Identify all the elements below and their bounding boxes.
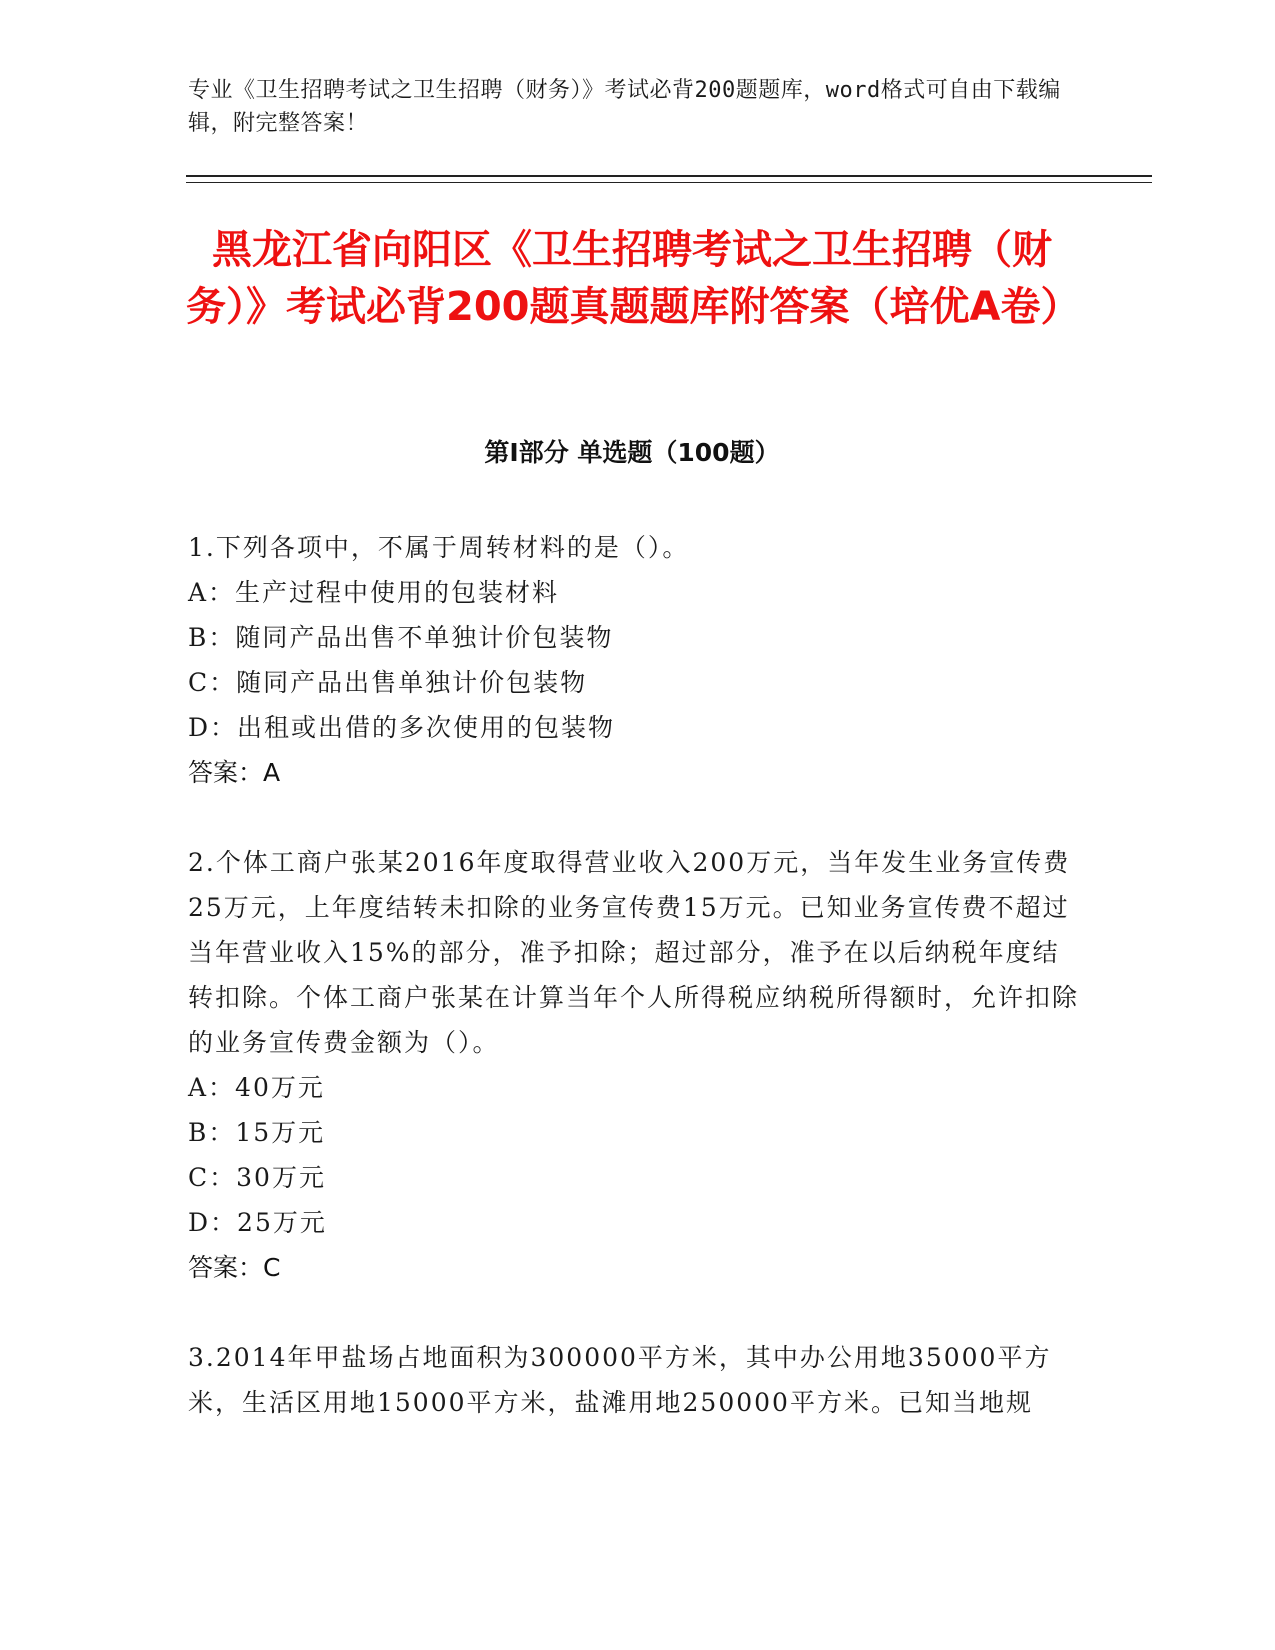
answer: 答案：C [188, 1253, 281, 1282]
section-title: 第Ⅰ部分 单选题（100题） [484, 438, 780, 467]
answer: 答案：A [188, 758, 281, 787]
question-text: 3.2014年甲盐场占地面积为300000平方米，其中办公用地35000平方米，生活区用地15000平方米，盐滩用地250000平方米。已知当地规 [188, 1343, 1052, 1417]
document-title: 黑龙江省向阳区《卫生招聘考试之卫生招聘（财务）》考试必背200题真题题库附答案（培优A卷） [186, 227, 1081, 330]
question-1 [188, 525, 1080, 795]
header-note: 专业《卫生招聘考试之卫生招聘（财务）》考试必背200题题库，word格式可自由下载编辑，附完整答案！ [188, 78, 1061, 136]
option-a: A：生产过程中使用的包装材料 [188, 578, 560, 607]
option-c: C：随同产品出售单独计价包装物 [188, 668, 588, 697]
option-b: B：随同产品出售不单独计价包装物 [188, 623, 614, 652]
question-text: 1.下列各项中，不属于周转材料的是（）。 [188, 533, 690, 562]
option-a: A：40万元 [188, 1073, 325, 1102]
question-2 [188, 840, 1080, 1290]
question-3 [188, 1335, 1080, 1425]
option-d: D：出租或出借的多次使用的包装物 [188, 713, 616, 742]
header-divider-thin [186, 182, 1152, 183]
option-d: D：25万元 [188, 1208, 327, 1237]
question-text: 2.个体工商户张某2016年度取得营业收入200万元，当年发生业务宣传费25万元，上年度结转未扣除的业务宣传费15万元。已知业务宣传费不超过当年营业收入15%的部分，准予扣除；超过部分，准予在以后纳税年度结转扣除。个体工商户张某在计算当年个人所得税应纳税所得额时，允许扣除的业务宣传费金额为（）。 [188, 848, 1080, 1057]
option-c: C：30万元 [188, 1163, 326, 1192]
question-list [188, 525, 1080, 1470]
header-divider-thick [186, 175, 1152, 177]
option-b: B：15万元 [188, 1118, 326, 1147]
